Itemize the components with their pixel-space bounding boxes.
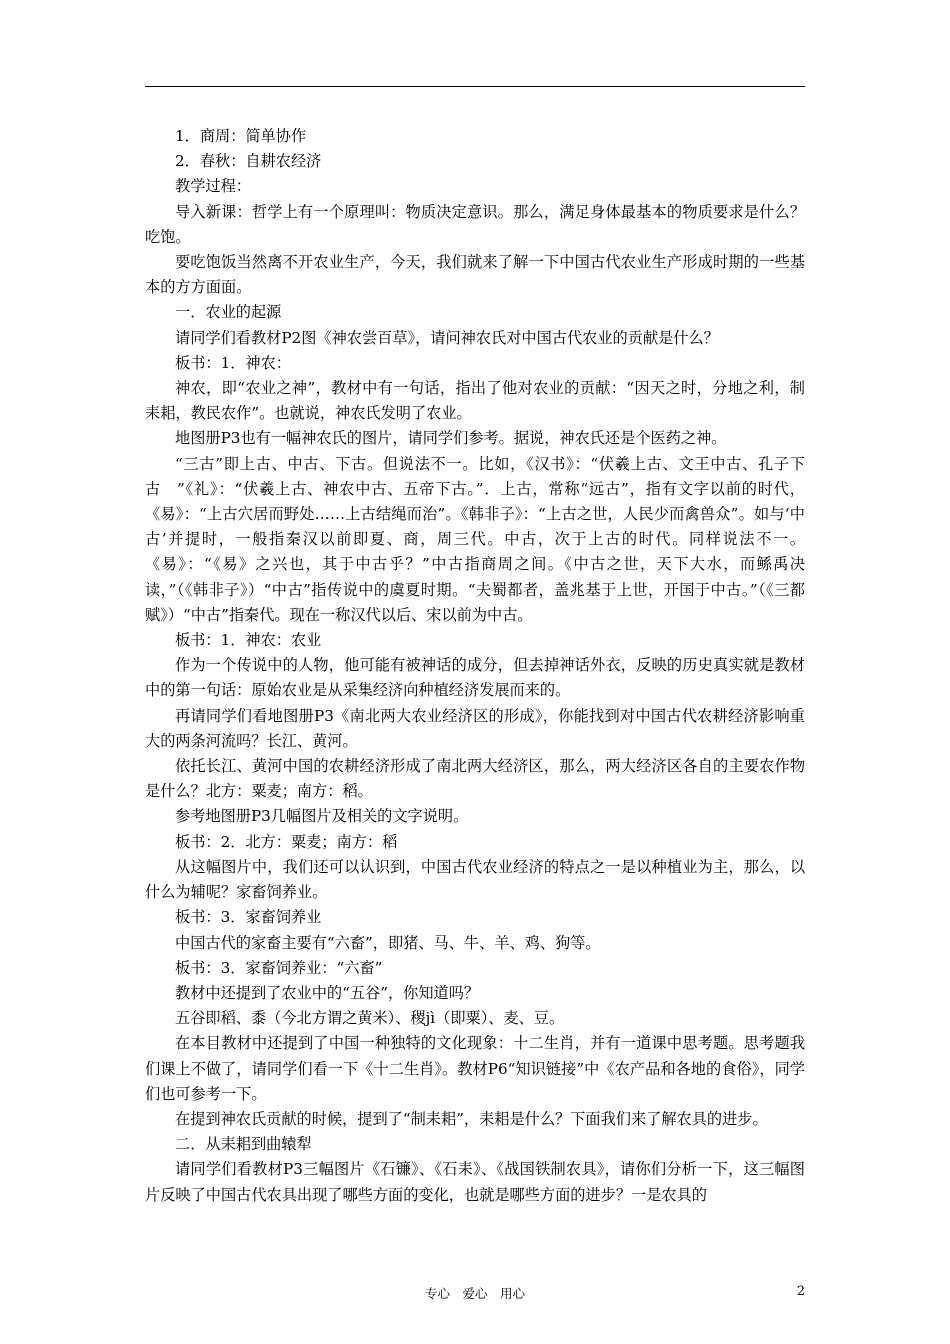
paragraph: 1．商周：简单协作 <box>175 127 307 145</box>
footer-motto: 专心 爱心 用心 <box>424 1286 525 1301</box>
paragraph: 教学过程： <box>175 177 251 196</box>
paragraph: 作为一个传说中的人物，他可能有被神话的成分，但去掉神话外衣，反映的历史真实就是教材中的第一句话：原始农业是从采集经济向种植经济发展而来的。 <box>145 656 805 700</box>
paragraph: “三古”即上古、中古、下古。但说法不一。比如，《汉书》：“伏羲上古、文王中古、孔子下古 ”《礼》：“伏羲上古、神农中古、五帝下古。”．上古，常称“远古”，指有文字以前的时代，《易》：“上古穴居而野处……上古结绳而治”。《韩非子》：“上古之世，人民少而禽兽众”。如与‘中古’并提时，一般指秦汉以前即夏、商，周三代。中古，次于上古的时代。同样说法不一。《易》：“《易》之兴也，其于中古乎？”中古指商周之间。《中古之世，天下大水，而鲧禹决读，”（《韩非子》）“中古”指传说中的虞夏时期。“夫蜀都者，盖兆基于上世，开国于中古。”（《三都赋》）“中古”指秦代。现在一称汉代以后、宋以前为中古。 <box>145 454 805 624</box>
paragraph: 板书：3．家畜饲养业：“六畜” <box>175 958 383 977</box>
paragraph: 五谷即稻、黍（今北方谓之黄米）、稷jì（即粟）、麦、豆。 <box>175 1009 565 1028</box>
paragraph: 板书：1．神农： <box>175 353 291 372</box>
paragraph: 请同学们看教材P2图《神农尝百草》，请问神农氏对中国古代农业的贡献是什么？ <box>175 328 719 347</box>
paragraph: 再请同学们看地图册P3《南北两大农业经济区的形成》，你能找到对中国古代农耕经济影响重大的两条河流吗？长江、黄河。 <box>145 706 805 750</box>
paragraph: 从这幅图片中，我们还可以认识到，中国古代农业经济的特点之一是以种植业为主，那么，以什么为辅呢？家畜饲养业。 <box>145 857 805 902</box>
paragraph: 地图册P3也有一幅神农氏的图片，请同学们参考。据说，神农氏还是个医药之神。 <box>175 429 727 448</box>
paragraph: 2．春秋：自耕农经济 <box>175 152 322 171</box>
paragraph: 在本目教材中还提到了中国一种独特的文化现象：十二生肖，并有一道课中思考题。思考题我们课上不做了，请同学们看一下《十二生肖》。教材P6“知识链接”中《农产品和各地的食俗》，同学们也可参考一下。 <box>145 1034 805 1103</box>
paragraph: 板书：1．神农：农业 <box>175 631 322 650</box>
paragraph: 请同学们看教材P3三幅图片《石镰》、《石耒》、《战国铁制农具》，请你们分析一下，这三幅图片反映了中国古代农具出现了哪些方面的变化，也就是哪些方面的进步？一是农具的 <box>145 1160 805 1204</box>
section-heading: 二．从耒耜到曲辕犁 <box>175 1135 312 1154</box>
paragraph: 神农，即“农业之神”，教材中有一句话，指出了他对农业的贡献：“因天之时，分地之利，制耒耜，教民农作”。也就说，神农氏发明了农业。 <box>145 379 805 423</box>
paragraph: 要吃饱饭当然离不开农业生产，今天，我们就来了解一下中国古代农业生产形成时期的一些基本的方方面面。 <box>145 253 805 297</box>
paragraph: 在提到神农氏贡献的时候，提到了“制耒耜”，耒耜是什么？下面我们来了解农具的进步。 <box>175 1109 768 1128</box>
paragraph: 板书：2．北方：粟麦；南方：稻 <box>175 832 398 851</box>
paragraph: 教材中还提到了农业中的“五谷”，你知道吗？ <box>175 983 480 1002</box>
section-heading: 一．农业的起源 <box>175 303 282 322</box>
document-body <box>145 124 805 1208</box>
paragraph: 依托长江、黄河中国的农耕经济形成了南北两大经济区，那么，两大经济区各自的主要农作物是什么？北方：粟麦；南方：稻。 <box>145 757 805 801</box>
paragraph: 中国古代的家畜主要有“六畜”，即猪、马、牛、羊、鸡、狗等。 <box>175 933 601 952</box>
paragraph: 板书：3．家畜饲养业 <box>175 908 322 927</box>
page-number: 2 <box>796 1284 805 1299</box>
header-rule <box>145 86 805 87</box>
paragraph: 导入新课：哲学上有一个原理叫：物质决定意识。那么，满足身体最基本的物质要求是什么？吃饱。 <box>145 202 805 246</box>
paragraph: 参考地图册P3几幅图片及相关的文字说明。 <box>175 807 469 826</box>
